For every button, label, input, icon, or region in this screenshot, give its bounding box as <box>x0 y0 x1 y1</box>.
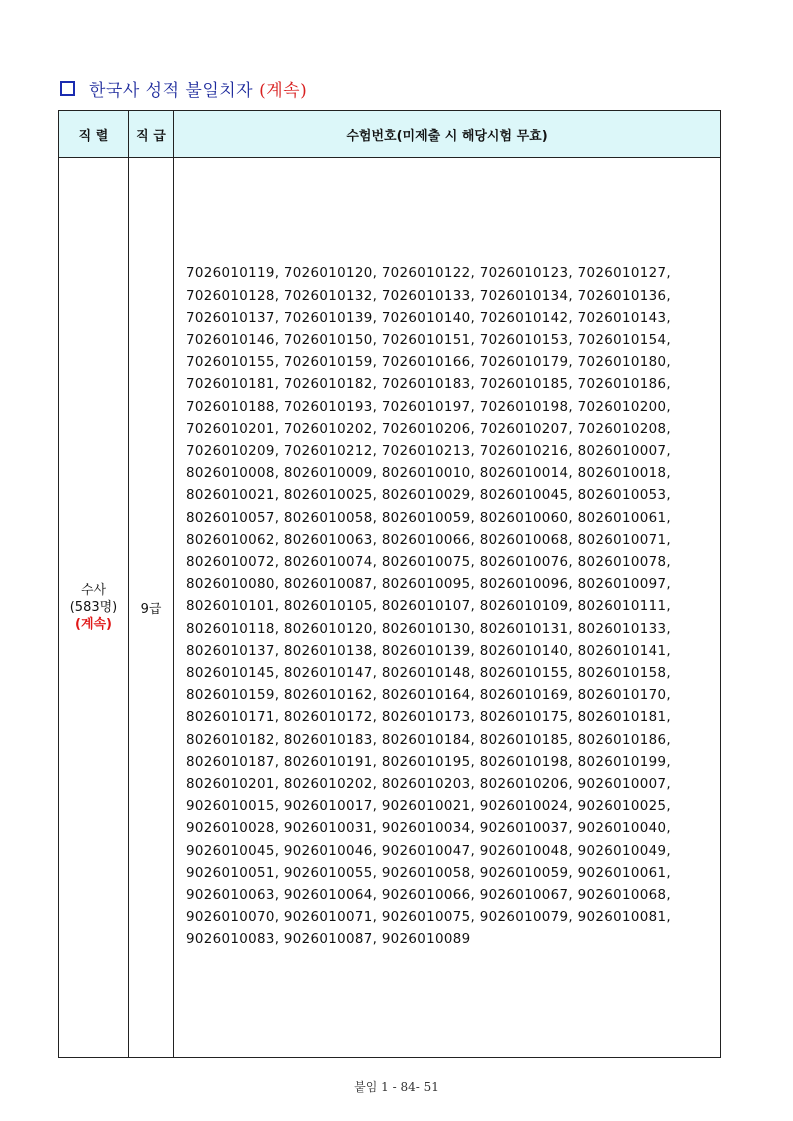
exam-numbers-line: 9026010028, 9026010031, 9026010034, 9026010037, 9026010040, <box>186 821 671 837</box>
exam-numbers-line: 7026010146, 7026010150, 7026010151, 7026010153, 7026010154, <box>186 332 671 348</box>
heading-continued: (계속) <box>259 80 308 101</box>
exam-numbers-line: 9026010083, 9026010087, 9026010089 <box>186 932 471 948</box>
exam-numbers-line: 8026010137, 8026010138, 8026010139, 8026010140, 8026010141, <box>186 643 671 659</box>
exam-numbers-line: 8026010171, 8026010172, 8026010173, 8026010175, 8026010181, <box>186 710 671 726</box>
job-series-count: (583명) <box>69 600 118 615</box>
exam-numbers-line: 7026010188, 7026010193, 7026010197, 7026010198, 7026010200, <box>186 399 671 415</box>
exam-numbers-line: 8026010062, 8026010063, 8026010066, 8026010068, 8026010071, <box>186 532 671 548</box>
exam-numbers-line: 7026010155, 7026010159, 7026010166, 7026010179, 7026010180, <box>186 355 671 371</box>
exam-numbers-line: 7026010137, 7026010139, 7026010140, 7026010142, 7026010143, <box>186 310 671 326</box>
exam-numbers-line: 8026010008, 8026010009, 8026010010, 8026010014, 8026010018, <box>186 466 671 482</box>
exam-numbers-line: 8026010159, 8026010162, 8026010164, 8026010169, 8026010170, <box>186 688 671 704</box>
table-header-row <box>59 111 721 158</box>
exam-numbers-line: 9026010045, 9026010046, 9026010047, 9026010048, 9026010049, <box>186 843 671 859</box>
exam-numbers-line: 9026010063, 9026010064, 9026010066, 9026010067, 9026010068, <box>186 888 671 904</box>
mismatch-table <box>58 110 721 1058</box>
job-series-continued: (계속) <box>75 617 112 632</box>
exam-numbers-line: 7026010201, 7026010202, 7026010206, 7026010207, 7026010208, <box>186 421 671 437</box>
exam-numbers-line: 9026010015, 9026010017, 9026010021, 9026010024, 9026010025, <box>186 799 671 815</box>
job-series-name: 수사 <box>80 583 107 598</box>
table-row <box>59 158 721 1058</box>
exam-numbers-line: 7026010209, 7026010212, 7026010213, 7026010216, 8026010007, <box>186 443 671 459</box>
exam-numbers-line: 7026010119, 7026010120, 7026010122, 7026010123, 7026010127, <box>186 266 671 282</box>
section-heading <box>60 74 307 102</box>
exam-numbers-line: 8026010182, 8026010183, 8026010184, 8026010185, 8026010186, <box>186 732 671 748</box>
checkbox-icon <box>60 81 75 96</box>
header-grade: 직 급 <box>129 111 174 158</box>
exam-numbers-line: 8026010145, 8026010147, 8026010148, 8026010155, 8026010158, <box>186 666 671 681</box>
exam-numbers-line: 9026010070, 9026010071, 9026010075, 9026010079, 9026010081, <box>186 910 671 926</box>
exam-numbers-line: 8026010201, 8026010202, 8026010203, 8026010206, 9026010007, <box>186 777 671 793</box>
exam-numbers-cell <box>174 158 721 1058</box>
exam-numbers-line: 8026010101, 8026010105, 8026010107, 8026010109, 8026010111, <box>186 599 671 615</box>
header-job-series: 직 렬 <box>59 111 129 158</box>
exam-numbers-line: 7026010181, 7026010182, 7026010183, 7026010185, 7026010186, <box>186 377 671 393</box>
exam-numbers-line: 8026010021, 8026010025, 8026010029, 8026010045, 8026010053, <box>186 488 671 504</box>
job-series-cell <box>59 158 129 1058</box>
exam-numbers-line: 8026010187, 8026010191, 8026010195, 8026010198, 8026010199, <box>186 754 671 770</box>
grade-cell: 9급 <box>129 158 174 1058</box>
exam-numbers-line: 8026010080, 8026010087, 8026010095, 8026010096, 8026010097, <box>186 577 671 593</box>
exam-numbers-line: 8026010072, 8026010074, 8026010075, 8026010076, 8026010078, <box>186 554 671 570</box>
header-exam-numbers: 수험번호(미제출 시 해당시험 무효) <box>174 111 721 158</box>
exam-numbers-line: 7026010128, 7026010132, 7026010133, 7026010134, 7026010136, <box>186 288 671 304</box>
page-footer: 붙임 1 - 84- 51 <box>354 1080 439 1094</box>
exam-numbers-line: 9026010051, 9026010055, 9026010058, 9026010059, 9026010061, <box>186 865 671 881</box>
exam-numbers-line: 8026010118, 8026010120, 8026010130, 8026010131, 8026010133, <box>186 621 671 637</box>
exam-numbers-list <box>186 263 720 951</box>
heading-title: 한국사 성적 불일치자 <box>89 80 254 101</box>
exam-numbers-line: 8026010057, 8026010058, 8026010059, 8026010060, 8026010061, <box>186 510 671 526</box>
